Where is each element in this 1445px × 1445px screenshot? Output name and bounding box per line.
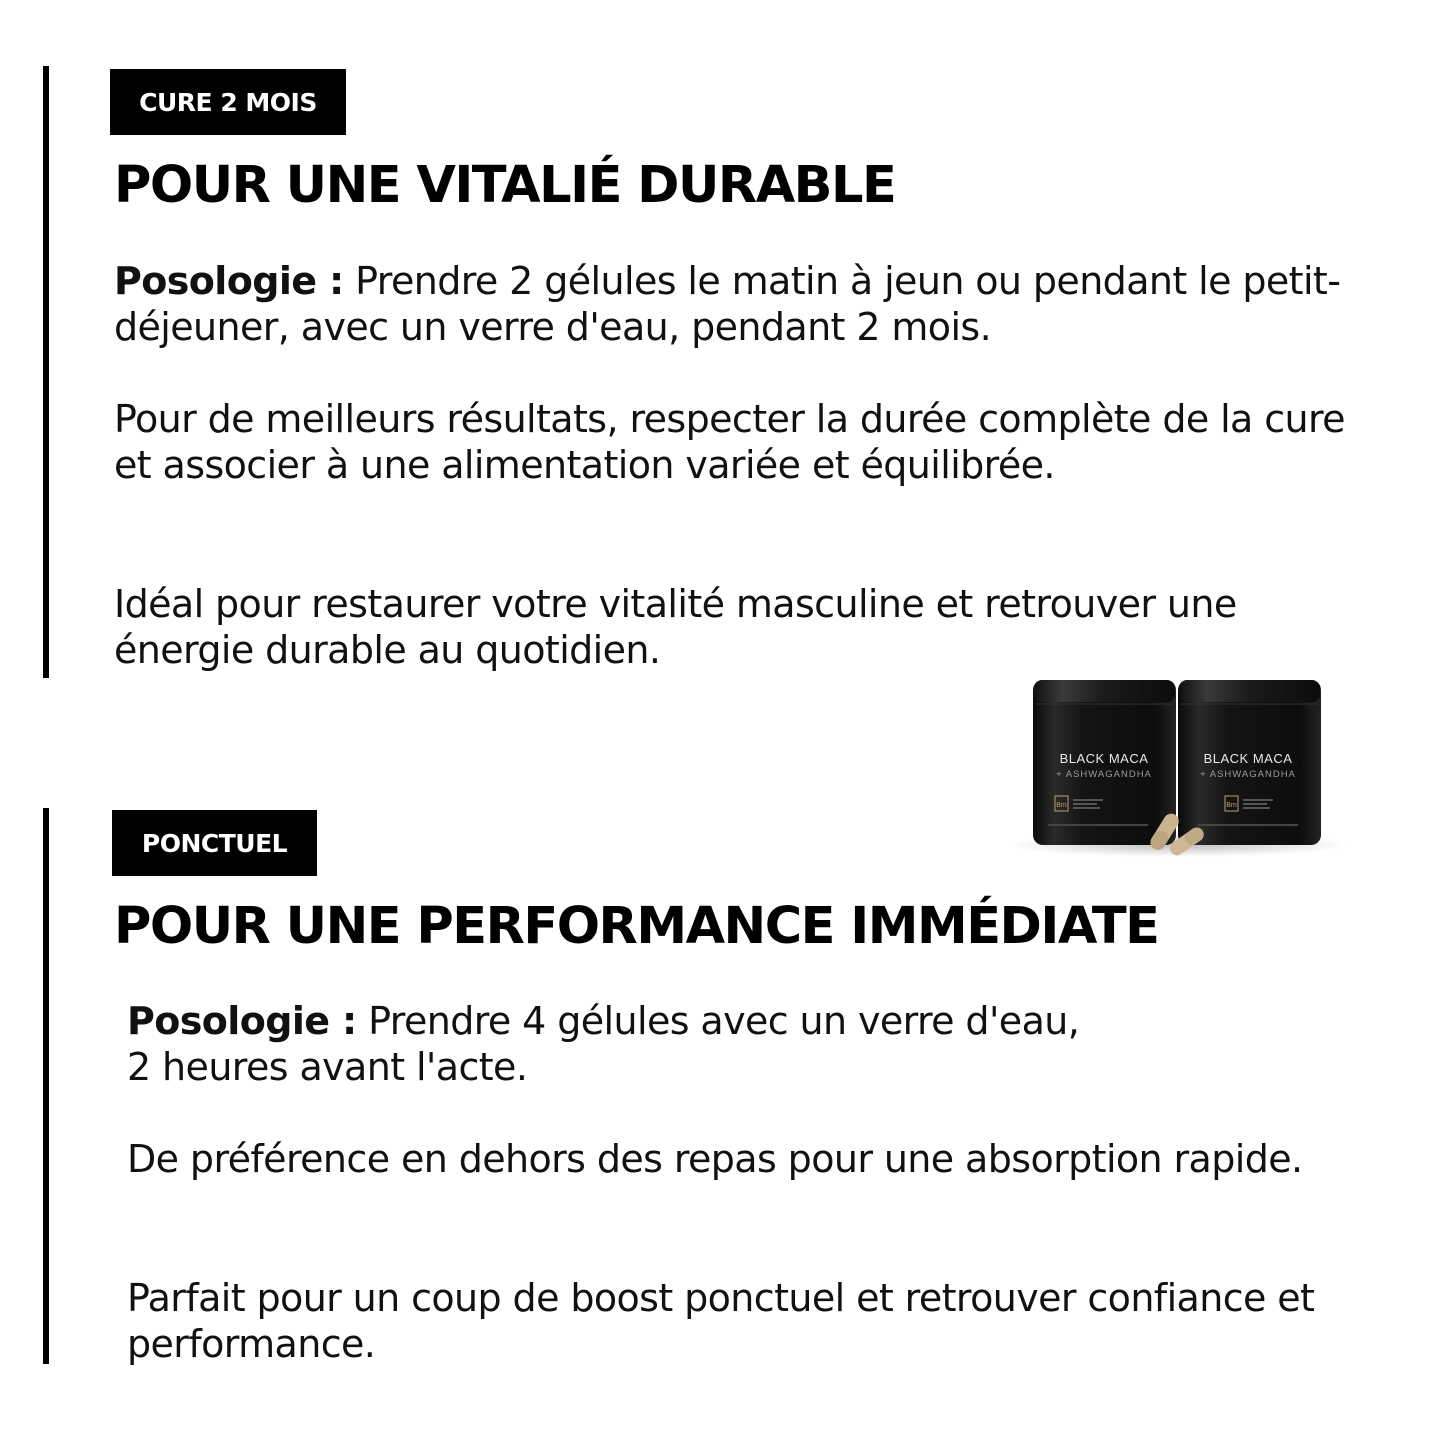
dosage-text: 2 heures avant l'acte. <box>127 1045 528 1089</box>
product-subtitle-text: + ASHWAGANDHA <box>1200 769 1296 780</box>
section-title: POUR UNE VITALIÉ DURABLE <box>114 156 896 215</box>
dosage-paragraph <box>127 998 1327 1090</box>
dosage-label: Posologie : <box>114 259 344 303</box>
product-subtitle-text: + ASHWAGANDHA <box>1056 769 1152 780</box>
cure-tag: CURE 2 MOIS <box>110 69 346 135</box>
product-brand-text: BLACK MACA <box>1203 751 1293 766</box>
section-title: POUR UNE PERFORMANCE IMMÉDIATE <box>114 897 1159 956</box>
jar-right <box>1178 680 1321 845</box>
product-brand-text: BLACK MACA <box>1059 751 1149 766</box>
product-image <box>998 570 1358 930</box>
dosage-label: Posologie : <box>127 999 357 1043</box>
results-paragraph: Pour de meilleurs résultats, respecter la durée complète de la cure et associer à une alimentation variée et équilibrée. <box>114 397 1345 487</box>
dosage-text: Prendre 2 gélules le matin à jeun ou pendant le petit-déjeuner, avec un verre d'eau, pendant 2 mois. <box>114 259 1341 349</box>
product-logo: Bm <box>1056 802 1067 809</box>
dosage-text: Prendre 4 gélules avec un verre d'eau, <box>356 999 1080 1043</box>
jar-left <box>1033 680 1176 845</box>
benefit-paragraph: Parfait pour un coup de boost ponctuel et retrouver confiance et performance. <box>127 1276 1315 1366</box>
product-logo: Bm <box>1226 802 1237 809</box>
timing-paragraph: De préférence en dehors des repas pour une absorption rapide. <box>127 1137 1303 1181</box>
section-divider-bar <box>43 66 49 678</box>
section-divider-bar <box>43 808 49 1364</box>
benefit-paragraph: Idéal pour restaurer votre vitalité masculine et retrouver une énergie durable au quotidien. <box>114 582 1237 672</box>
ponctuel-tag: PONCTUEL <box>112 810 317 876</box>
dosage-paragraph <box>114 258 1374 350</box>
